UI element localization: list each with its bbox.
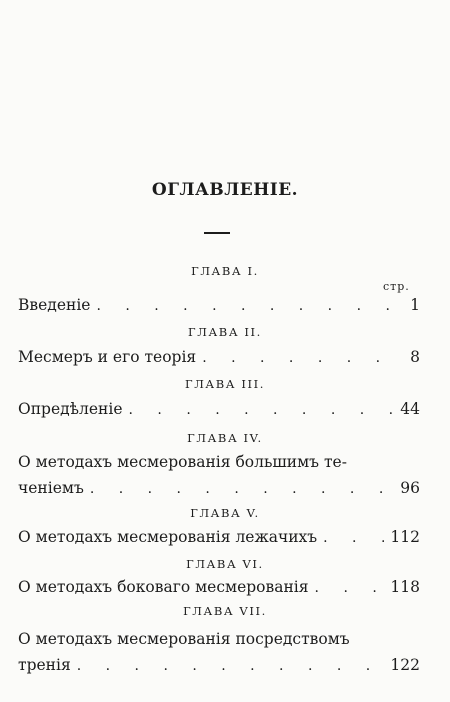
toc-entry-text-line1: О методахъ месмерованія большимъ те- bbox=[18, 453, 347, 471]
toc-entry-text: Введеніе bbox=[18, 296, 91, 314]
toc-page-number: 118 bbox=[390, 578, 420, 596]
page-title: ОГЛАВЛЕНІЕ. bbox=[151, 180, 299, 200]
page-column-label: стр. bbox=[383, 280, 410, 293]
toc-page-number: 8 bbox=[410, 348, 420, 366]
chapter-heading-2: ГЛАВА II. bbox=[188, 325, 262, 339]
leader-dots bbox=[90, 481, 394, 497]
chapter-heading-4: ГЛАВА IV. bbox=[187, 431, 263, 445]
toc-entry-text: ченіемъ bbox=[18, 479, 84, 497]
toc-page-number: 96 bbox=[400, 479, 420, 497]
toc-entry-text: Опредѣленіе bbox=[18, 400, 123, 418]
toc-page-number: 44 bbox=[400, 400, 420, 418]
toc-page-number: 1 bbox=[410, 296, 420, 314]
leader-dots bbox=[77, 658, 385, 674]
toc-page-number: 112 bbox=[390, 528, 420, 546]
chapter-heading-5: ГЛАВА V. bbox=[190, 506, 260, 520]
leader-dots bbox=[96, 298, 404, 314]
toc-entry-4[interactable] bbox=[18, 453, 420, 501]
toc-entry-2[interactable] bbox=[18, 348, 420, 370]
toc-entry-text: Месмеръ и его теорія bbox=[18, 348, 197, 366]
leader-dots bbox=[129, 402, 395, 418]
toc-entry-3[interactable] bbox=[18, 400, 420, 422]
toc-entry-text: тренія bbox=[18, 656, 71, 674]
chapter-heading-7: ГЛАВА VII. bbox=[183, 604, 267, 618]
toc-entry-5[interactable] bbox=[18, 528, 420, 550]
chapter-heading-1: ГЛАВА I. bbox=[191, 264, 259, 278]
leader-dots bbox=[323, 530, 384, 546]
chapter-heading-3: ГЛАВА III. bbox=[184, 377, 266, 391]
toc-page-number: 122 bbox=[390, 656, 420, 674]
toc-entry-6[interactable] bbox=[18, 578, 420, 600]
leader-dots bbox=[202, 350, 404, 366]
leader-dots bbox=[315, 580, 385, 596]
toc-entry-text: О методахъ боковаго месмерованія bbox=[18, 578, 309, 596]
toc-entry-text: О методахъ месмерованія лежачихъ bbox=[18, 528, 318, 546]
title-rule bbox=[204, 232, 230, 234]
chapter-heading-6: ГЛАВА VI. bbox=[186, 557, 264, 571]
toc-entry-7[interactable] bbox=[18, 630, 420, 678]
toc-entry-1[interactable] bbox=[18, 296, 420, 318]
toc-entry-text-line1: О методахъ месмерованія посредствомъ bbox=[18, 630, 350, 648]
